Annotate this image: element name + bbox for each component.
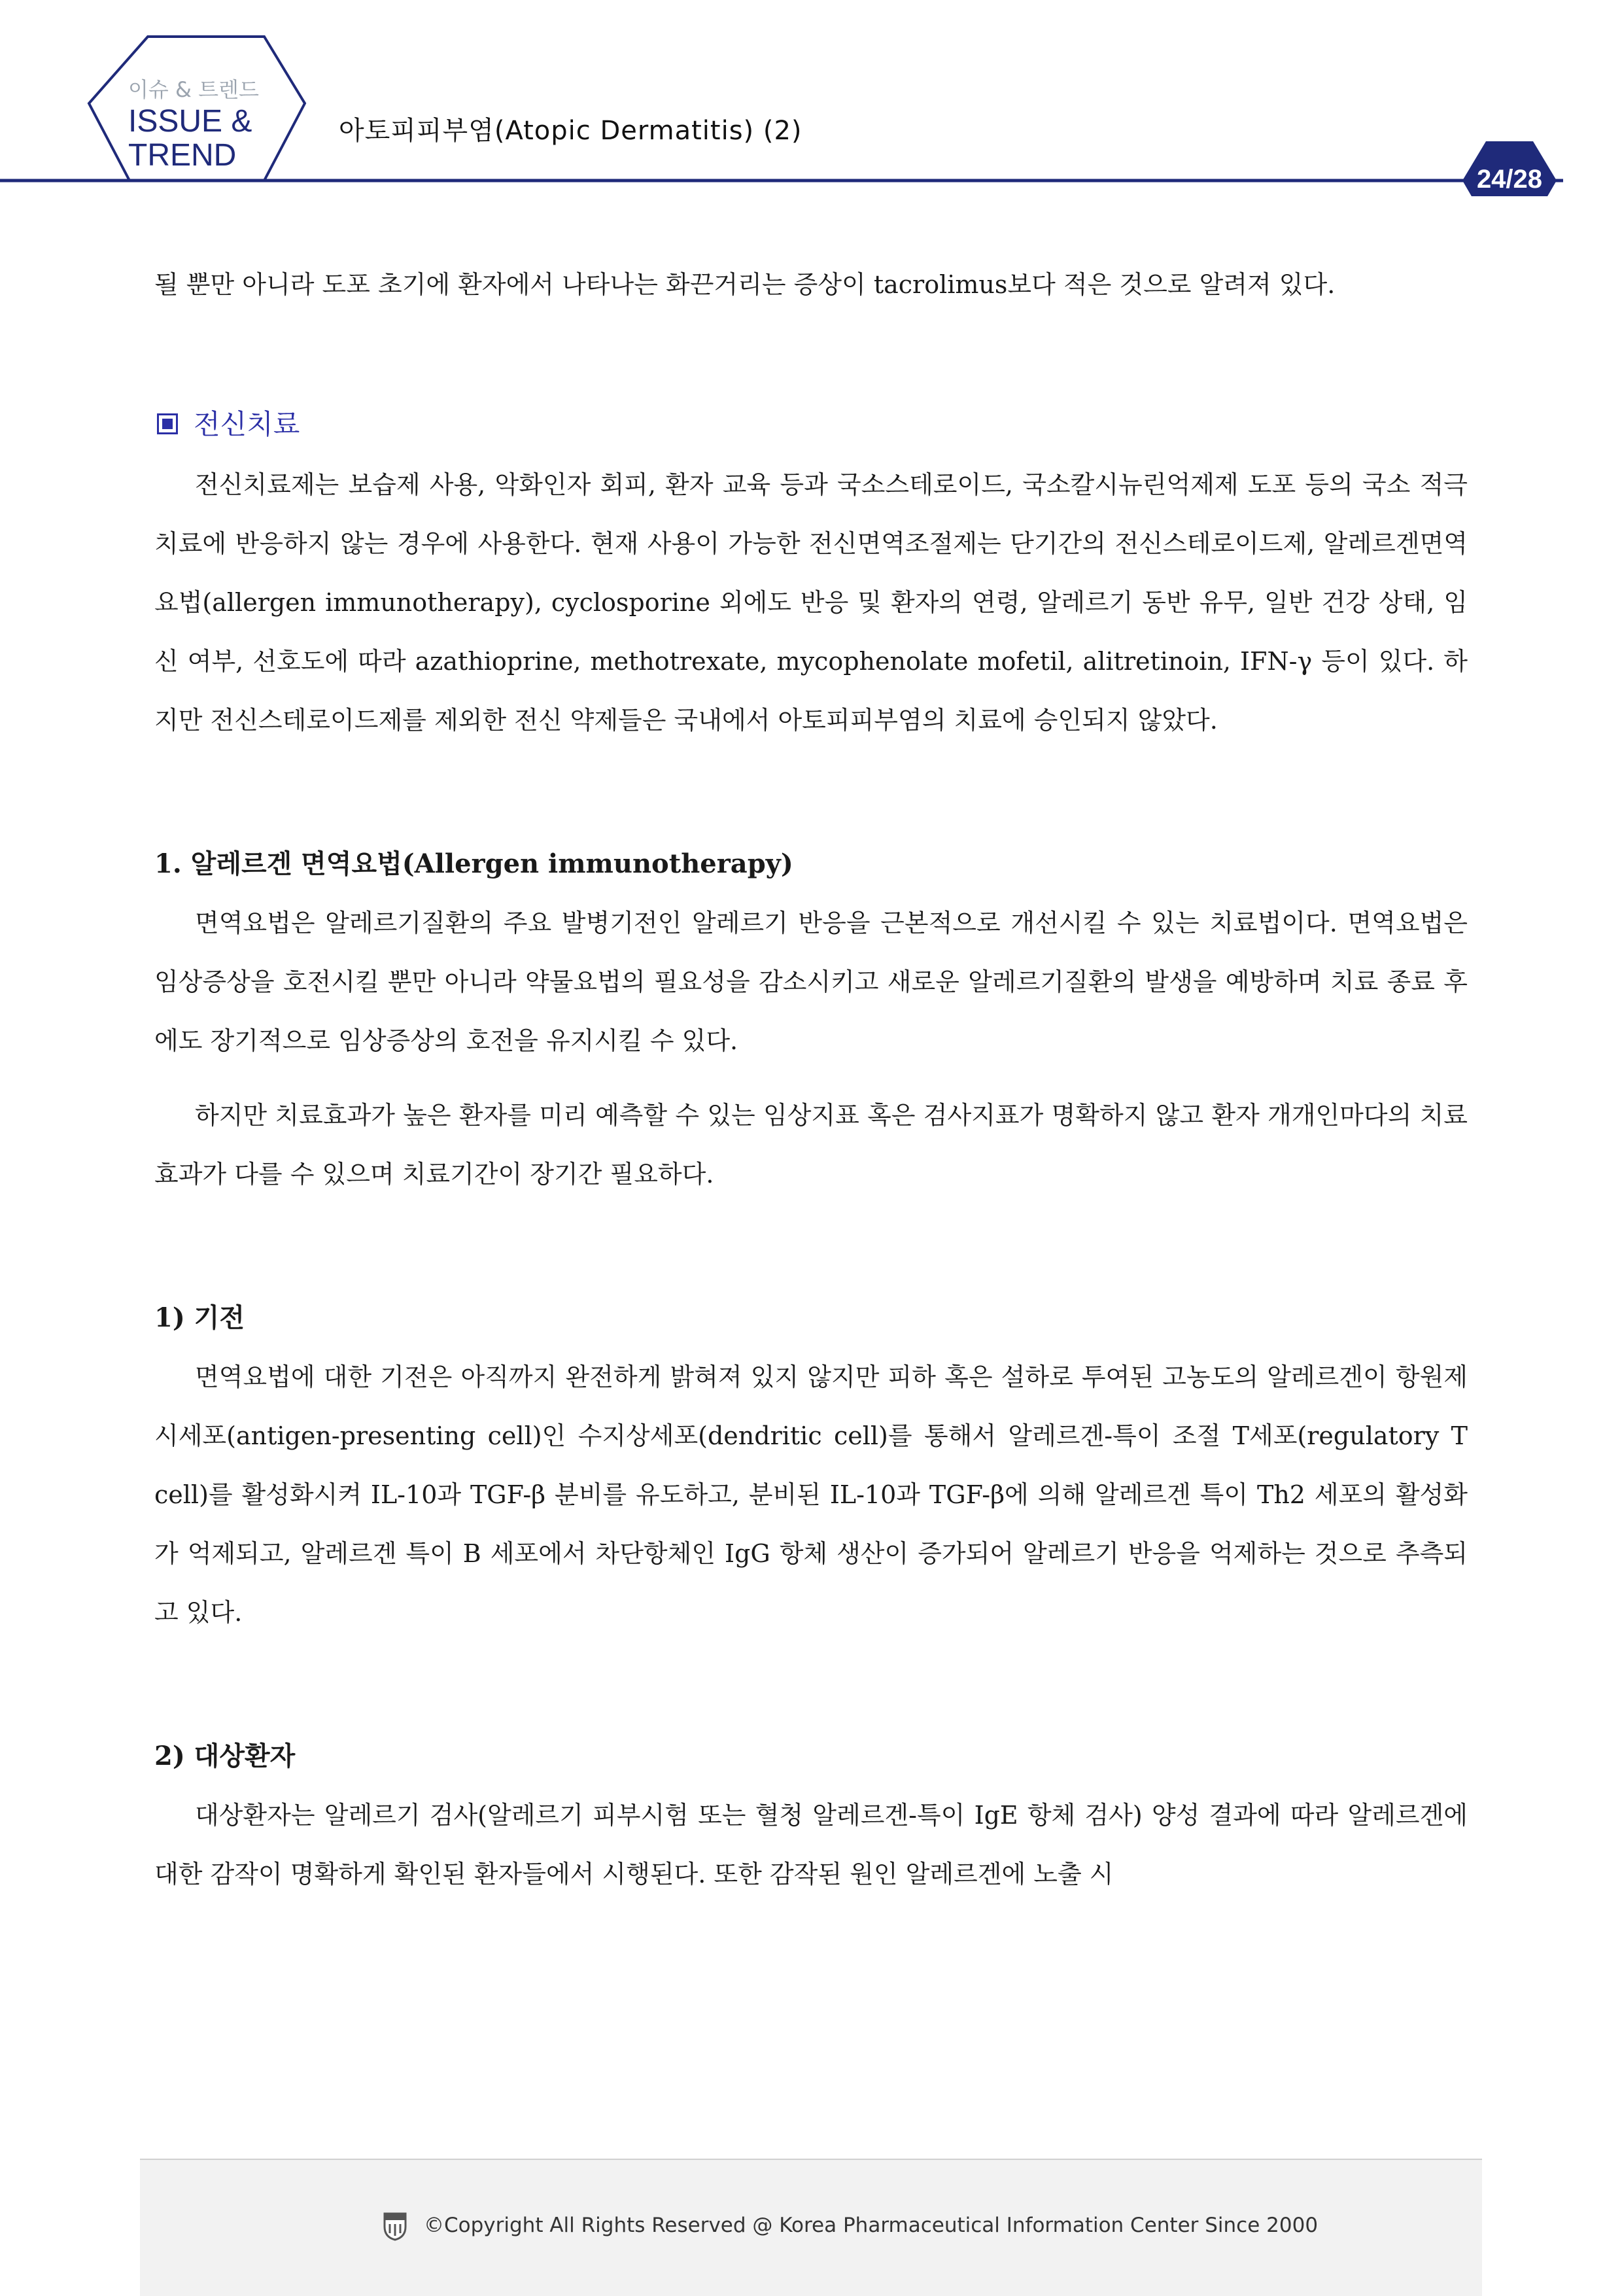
issue-trend-badge: ISSUE & TREND — [128, 104, 252, 173]
kpic-logo-icon — [382, 2211, 408, 2241]
page-number: 24/28 — [1476, 165, 1543, 194]
subsection-heading: 1) 기전 — [154, 1302, 245, 1333]
article-body — [154, 255, 1468, 1904]
page-title: 아토피피부염(Atopic Dermatitis) (2) — [339, 116, 802, 146]
page-header — [0, 0, 1622, 196]
paragraph: 대상환자는 알레르기 검사(알레르기 피부시험 또는 혈청 알레르겐-특이 IgE 항체 검사) 양성 결과에 따라 알레르겐에 대한 감작이 명확하게 확인된 환자들에서 시행된다. 또한 감작된 원인 알레르겐에 노출 시 — [154, 1801, 1468, 1888]
issue-trend-badge-korean: 이슈 & 트렌드 — [128, 77, 259, 102]
section-heading — [154, 395, 1468, 454]
paragraph: 될 뿐만 아니라 도포 초기에 환자에서 나타나는 화끈거리는 증상이 tacrolimus보다 적은 것으로 알려져 있다. — [154, 270, 1336, 299]
square-bullet-icon — [157, 413, 178, 434]
subsection-heading: 2) 대상환자 — [154, 1741, 296, 1771]
subsection-heading: 1. 알레르겐 면역요법(Allergen immunotherapy) — [154, 848, 793, 879]
paragraph: 면역요법은 알레르기질환의 주요 발병기전인 알레르기 반응을 근본적으로 개선시킬 수 있는 치료법이다. 면역요법은 임상증상을 호전시킬 뿐만 아니라 약물요법의 필요성을 감소시키고 새로운 알레르기질환의 발생을 예방하며 치료 종료 후에도 장기적으로 임상증상의 호전을 유지시킬 수 있다. — [154, 909, 1468, 1055]
copyright-text: ©Copyright All Rights Reserved @ Korea Pharmaceutical Information Center Since 2000 — [424, 2214, 1319, 2237]
paragraph: 면역요법에 대한 기전은 아직까지 완전하게 밝혀져 있지 않지만 피하 혹은 설하로 투여된 고농도의 알레르겐이 항원제시세포(antigen-presenting cell)인 수지상세포(dendritic cell)를 통해서 알레르겐-특이 조절 T세포(regulatory T cell)를 활성화시켜 IL-10과 TGF-β 분비를 유도하고, 분비된 IL-10과 TGF-β에 의해 알레르겐 특이 Th2 세포의 활성화가 억제되고, 알레르겐 특이 B 세포에서 차단항체인 IgG 항체 생산이 증가되어 알레르기 반응을 억제하는 것으로 추측되고 있다. — [154, 1363, 1468, 1627]
section-title: 전신치료 — [194, 408, 300, 440]
paragraph: 하지만 치료효과가 높은 환자를 미리 예측할 수 있는 임상지표 혹은 검사지표가 명확하지 않고 환자 개개인마다의 치료효과가 다를 수 있으며 치료기간이 장기간 필요하다. — [154, 1101, 1468, 1189]
paragraph: 전신치료제는 보습제 사용, 악화인자 회피, 환자 교육 등과 국소스테로이드, 국소칼시뉴린억제제 도포 등의 국소 적극치료에 반응하지 않는 경우에 사용한다. 현재 사용이 가능한 전신면역조절제는 단기간의 전신스테로이드제, 알레르겐면역요법(allergen immunotherapy), cyclosporine 외에도 반응 및 환자의 연령, 알레르기 동반 유무, 일반 건강 상태, 임신 여부, 선호도에 따라 azathioprine, methotrexate, mycophenolate mofetil, alitretinoin, IFN-γ 등이 있다. 하지만 전신스테로이드제를 제외한 전신 약제들은 국내에서 아토피피부염의 치료에 승인되지 않았다. — [154, 470, 1468, 735]
